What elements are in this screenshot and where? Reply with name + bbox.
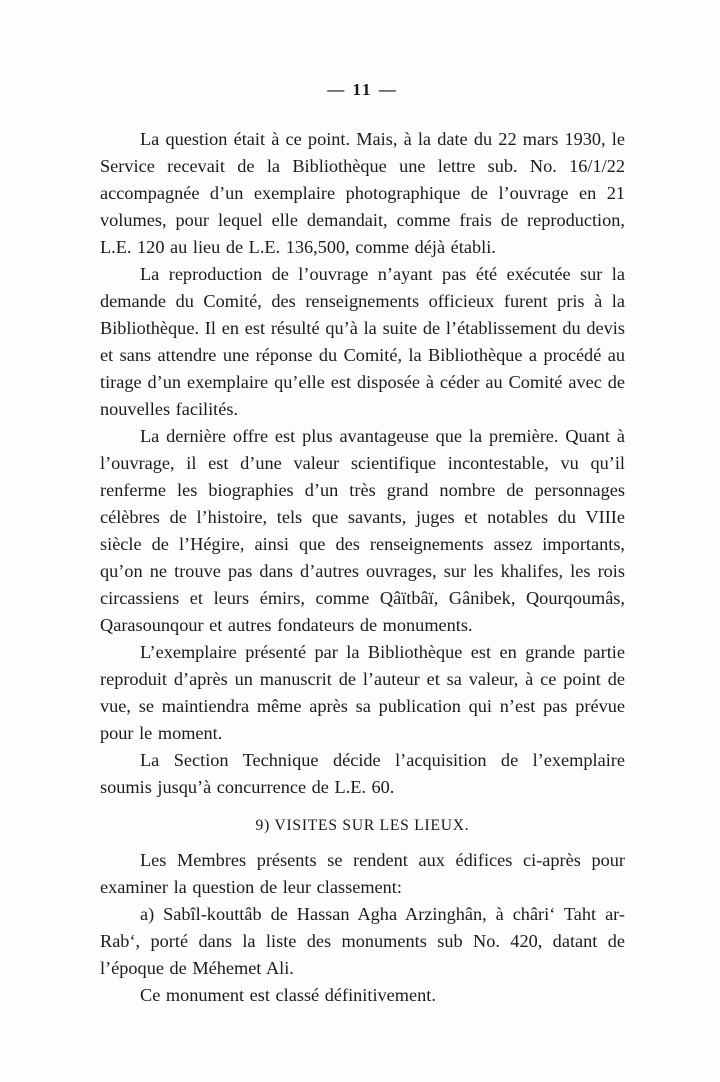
paragraph: a) Sabîl-kouttâb de Hassan Agha Arzinghân, à châri‘ Taht ar-Rab‘, porté dans la liste des monuments sub No. 420, datant de l’époque de Méhemet Ali. <box>100 904 625 978</box>
paragraph: Les Membres présents se rendent aux édifices ci-après pour examiner la question de leur classement: <box>100 850 625 897</box>
paragraph: La question était à ce point. Mais, à la date du 22 mars 1930, le Service recevait de la Bibliothèque une lettre sub. No. 16/1/22 accompagnée d’un exemplaire photographique de l’ouvrage en 21 volumes, pour lequel elle demandait, comme frais de reproduction, L.E. 120 au lieu de L.E. 136,500, comme déjà établi. <box>100 129 625 257</box>
paragraph: La reproduction de l’ouvrage n’ayant pas été exécutée sur la demande du Comité, des renseignements officieux furent pris à la Bibliothèque. Il en est résulté qu’à la suite de l’établissement du devis et sans attendre une réponse du Comité, la Bibliothèque a procédé au tirage d’un exemplaire qu’elle est disposée à céder au Comité avec de nouvelles facilités. <box>100 264 625 419</box>
body-text <box>100 126 625 1009</box>
page-number: — 11 — <box>327 80 398 99</box>
paragraph: La Section Technique décide l’acquisition de l’exemplaire soumis jusqu’à concurrence de L.E. 60. <box>100 750 625 797</box>
section-heading: 9) VISITES SUR LES LIEUX. <box>255 817 470 834</box>
paragraph: Ce monument est classé définitivement. <box>140 985 436 1005</box>
paragraph: L’exemplaire présenté par la Bibliothèque est en grande partie reproduit d’après un manuscrit de l’auteur et sa valeur, à ce point de vue, se maintiendra même après sa publication qui n’est pas prévue pour le moment. <box>100 642 625 743</box>
paragraph: La dernière offre est plus avantageuse que la première. Quant à l’ouvrage, il est d’une valeur scientifique incontestable, vu qu’il renferme les biographies d’un très grand nombre de personnages célèbres de l’histoire, tels que savants, juges et notables du VIIIe siècle de l’Hégire, ainsi que des renseignements assez importants, qu’on ne trouve pas dans d’autres ouvrages, sur les khalifes, les rois circassiens et leurs émirs, comme Qâïtbâï, Gânibek, Qourqoumâs, Qarasounqour et autres fondateurs de monuments. <box>100 426 625 635</box>
